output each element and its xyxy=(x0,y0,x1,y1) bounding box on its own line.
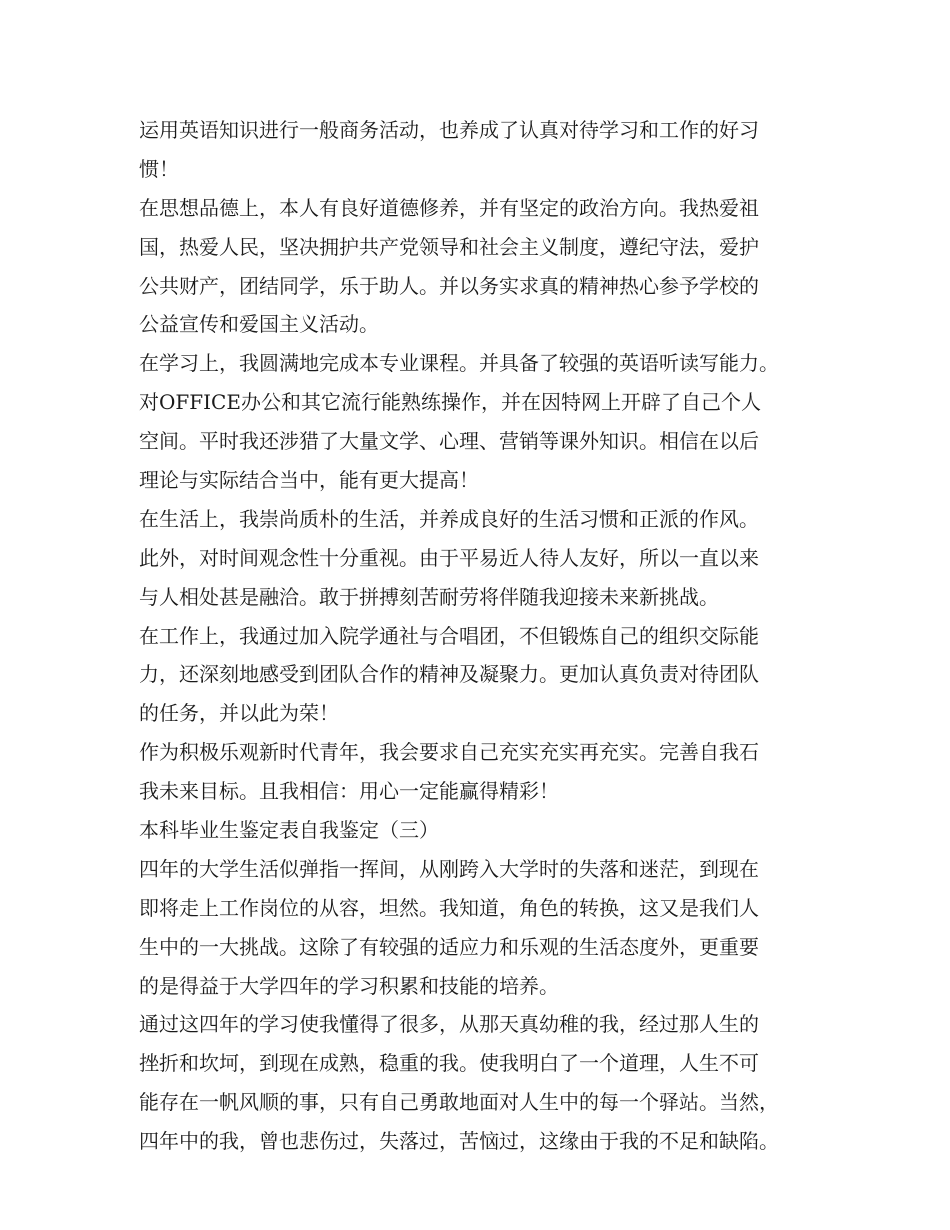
text-line: 惯！ xyxy=(139,156,179,181)
text-line: 空间。平时我还涉猎了大量文学、心理、营销等课外知识。相信在以后 xyxy=(139,429,759,454)
text-line: 在学习上，我圆满地完成本专业课程。并具备了较强的英语听读写能力。 xyxy=(139,351,779,376)
text-line: 通过这四年的学习使我懂得了很多，从那天真幼稚的我，经过那人生的 xyxy=(139,1012,759,1037)
text-line: 力，还深刻地感受到团队合作的精神及凝聚力。更加认真负责对待团队 xyxy=(139,662,759,687)
document-body xyxy=(139,111,829,1161)
text-line: 在思想品德上，本人有良好道德修养，并有坚定的政治方向。我热爱祖 xyxy=(139,195,759,220)
text-line: 四年中的我，曾也悲伤过，失落过，苦恼过，这缘由于我的不足和缺陷。 xyxy=(139,1129,779,1154)
text-line: 作为积极乐观新时代青年，我会要求自己充实充实再充实。完善自我石 xyxy=(139,740,759,765)
text-line: 理论与实际结合当中，能有更大提高！ xyxy=(139,468,479,493)
section-heading: 本科毕业生鉴定表自我鉴定（三） xyxy=(139,818,439,843)
text-line: 在工作上，我通过加入院学通社与合唱团，不但锻炼自己的组织交际能 xyxy=(139,623,759,648)
text-line: 公共财产，团结同学，乐于助人。并以务实求真的精神热心参予学校的 xyxy=(139,273,759,298)
text-line: 对OFFICE办公和其它流行能熟练操作，并在因特网上开辟了自己个人 xyxy=(139,390,761,415)
text-line: 四年的大学生活似弹指一挥间，从刚跨入大学时的失落和迷茫，到现在 xyxy=(139,856,759,881)
text-line: 能存在一帆风顺的事，只有自己勇敢地面对人生中的每一个驿站。当然， xyxy=(139,1090,779,1115)
text-line: 运用英语知识进行一般商务活动，也养成了认真对待学习和工作的好习 xyxy=(139,118,759,142)
text-line: 公益宣传和爱国主义活动。 xyxy=(139,312,379,337)
text-line: 与人相处甚是融洽。敢于拼搏刻苦耐劳将伴随我迎接未来新挑战。 xyxy=(139,584,719,609)
text-line: 的是得益于大学四年的学习积累和技能的培养。 xyxy=(139,973,559,998)
text-line: 此外，对时间观念性十分重视。由于平易近人待人友好，所以一直以来 xyxy=(139,545,759,570)
text-line: 国，热爱人民，坚决拥护共产党领导和社会主义制度，遵纪守法，爱护 xyxy=(139,234,759,259)
text-line: 生中的一大挑战。这除了有较强的适应力和乐观的生活态度外，更重要 xyxy=(139,934,759,959)
text-line: 挫折和坎坷，到现在成熟，稳重的我。使我明白了一个道理，人生不可 xyxy=(139,1051,759,1076)
text-line: 在生活上，我崇尚质朴的生活，并养成良好的生活习惯和正派的作风。 xyxy=(139,506,759,531)
text-line: 的任务，并以此为荣！ xyxy=(139,701,339,726)
text-line: 我未来目标。且我相信：用心一定能赢得精彩！ xyxy=(139,779,559,804)
text-line: 即将走上工作岗位的从容，坦然。我知道，角色的转换，这又是我们人 xyxy=(139,895,759,920)
